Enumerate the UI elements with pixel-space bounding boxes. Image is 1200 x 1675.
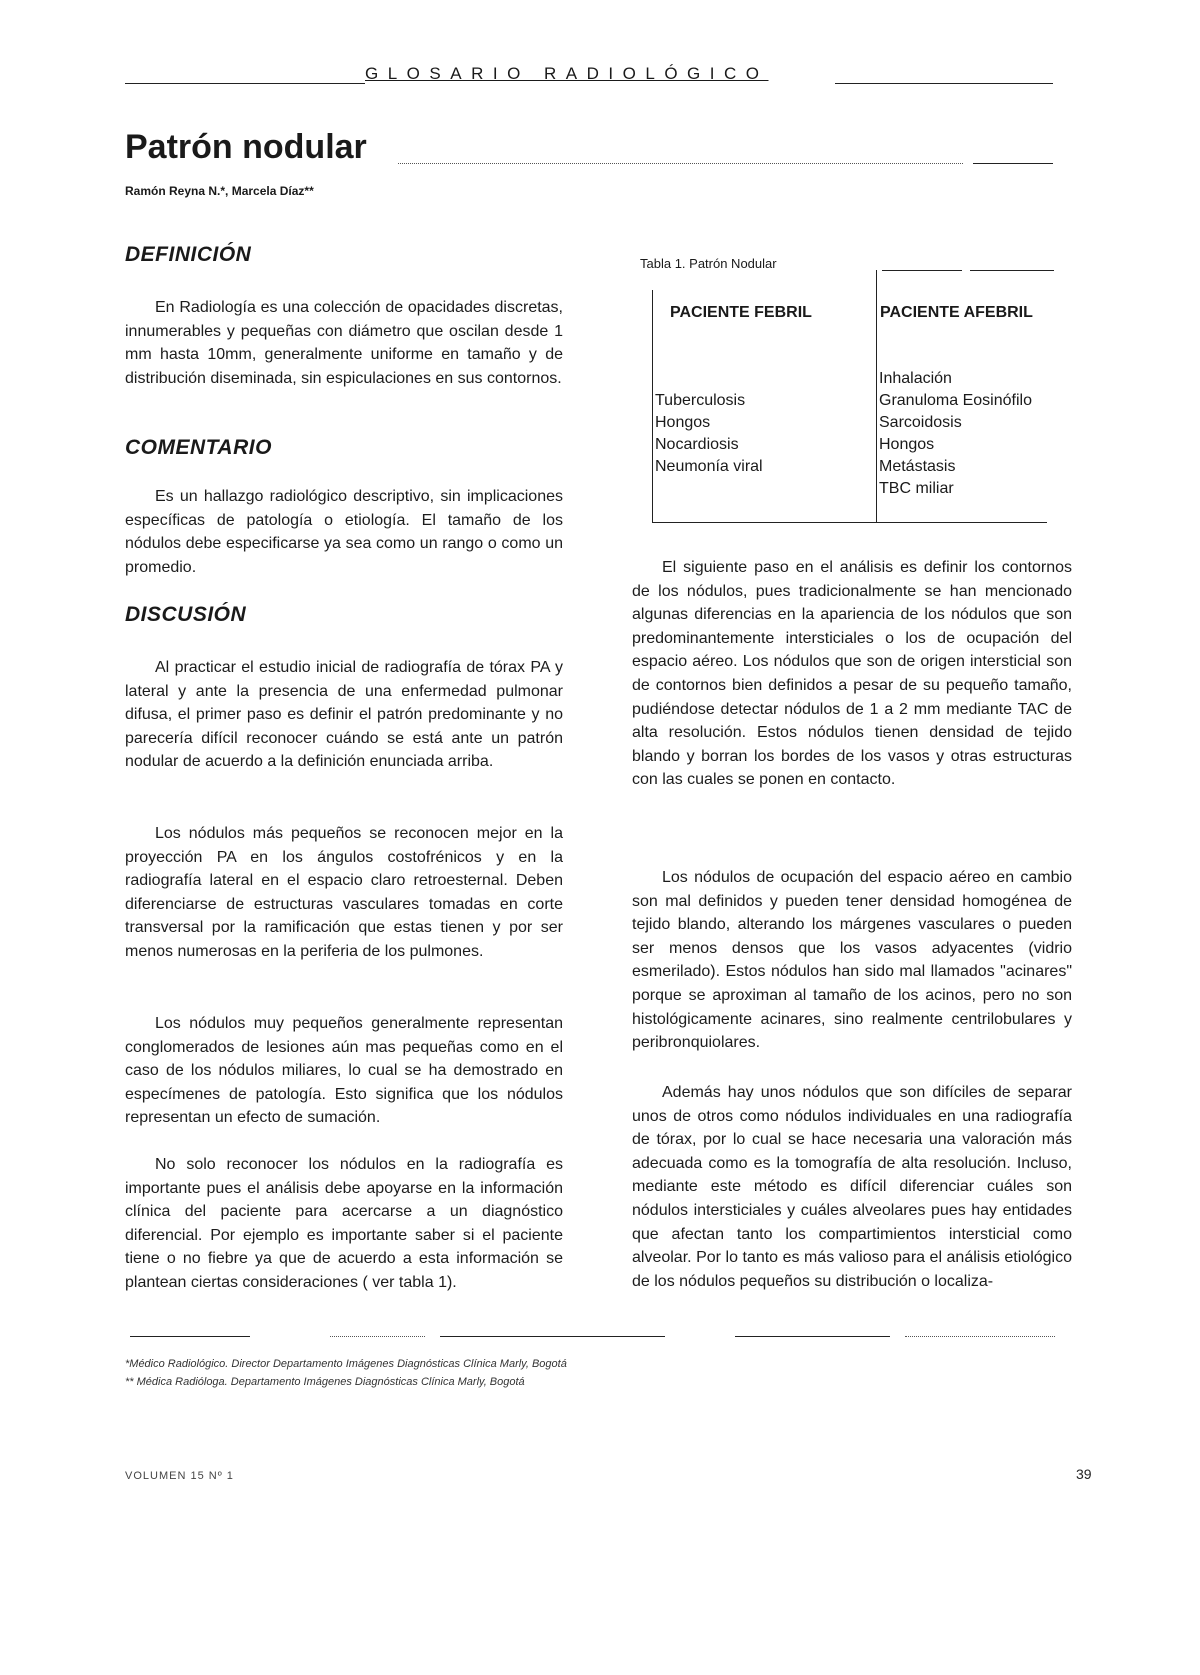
article-title: Patrón nodular: [125, 128, 367, 166]
paragraph-discusion-3: Los nódulos muy pequeños generalmente representan conglomerados de lesiones aún mas pequeñas como en el caso de los nódulos miliares, lo cual se ha demostrado en especímenes de patología. Esto significa que los nódulos representan un efecto de sumación.: [125, 1015, 563, 1127]
page-number: 39: [1076, 1466, 1092, 1482]
heading-definicion: DEFINICIÓN: [125, 243, 252, 266]
list-item: Neumonía viral: [655, 458, 763, 475]
heading-discusion: DISCUSIÓN: [125, 603, 247, 626]
list-item: Nocardiosis: [655, 436, 739, 453]
paragraph-right-2: Los nódulos de ocupación del espacio aéreo en cambio son mal definidos y pueden tener densidad homogénea de tejido blando, alterando los márgenes vasculares o pueden ser menos densos que los vasos adyacentes (vidrio esmerilado). Estos nódulos han sido mal llamados "acinares" porque se aproximan al tamaño de los acinos, pero no son histológicamente acinares, sino realmente centrilobulares y peribronquiolares.: [632, 869, 1072, 1052]
paragraph-right-3: Además hay unos nódulos que son difíciles de separar unos de otros como nódulos individuales en una radiografía de tórax, por lo cual se hace necesaria una valoración más adecuada como es la tomografía de alta resolución. Incluso, mediante este método es difícil diferenciar cuáles son nódulos intersticiales y cuáles alveolares pues hay entidades que afectan tanto los compartimientos intersticial como alveolar. Por lo tanto es más valioso para el análisis etiológico de los nódulos pequeños su distribución o localiza-: [632, 1084, 1072, 1290]
paragraph-discusion-4: No solo reconocer los nódulos en la radiografía es importante pues el análisis debe apoyarse en la información clínica del paciente para acercarse a un diagnóstico diferencial. Por ejemplo es importante saber si el paciente tiene o no fiebre ya que de acuerdo a esta información se plantean ciertas consideraciones ( ver tabla 1).: [125, 1156, 563, 1291]
table-top-rule-2: [970, 270, 1054, 271]
footnote-rule-3: [440, 1336, 665, 1337]
footnote-rule-1: [130, 1336, 250, 1337]
paragraph-definicion: En Radiología es una colección de opacidades discretas, innumerables y pequeñas con diámetro que oscilan desde 1 mm hasta 10mm, generalmente uniforme en tamaño y de distribución diseminada, sin espiculaciones en sus contornos.: [125, 299, 563, 387]
header-rule-right: [835, 83, 1053, 84]
list-item: Hongos: [655, 414, 711, 431]
title-rule: [398, 163, 963, 164]
table-bottom-rule: [652, 522, 1047, 523]
authors: Ramón Reyna N.*, Marcela Díaz**: [125, 184, 314, 198]
list-item: Metástasis: [879, 458, 956, 475]
footnote-2: ** Médica Radióloga. Departamento Imágenes Diagnósticas Clínica Marly, Bogotá: [125, 1376, 525, 1388]
table-header-febril: PACIENTE FEBRIL: [670, 304, 812, 321]
table-column-divider: [876, 270, 877, 522]
header-rule-left: [125, 83, 365, 84]
table-list-febril: [655, 390, 763, 478]
paragraph-discusion-1: Al practicar el estudio inicial de radiografía de tórax PA y lateral y ante la presencia de una enfermedad pulmonar difusa, el primer paso es definir el patrón predominante y no parecería difícil reconocer cuándo se está ante un patrón nodular de acuerdo a la definición enunciada arriba.: [125, 659, 563, 771]
table-caption: Tabla 1. Patrón Nodular: [640, 256, 777, 271]
list-item: Hongos: [879, 436, 935, 453]
footnote-1: *Médico Radiológico. Director Departamento Imágenes Diagnósticas Clínica Marly, Bogotá: [125, 1358, 567, 1370]
table-left-border: [652, 290, 653, 522]
list-item: Granuloma Eosinófilo: [879, 392, 1032, 409]
list-item: Tuberculosis: [655, 392, 746, 409]
paragraph-discusion-2: Los nódulos más pequeños se reconocen mejor en la proyección PA en los ángulos costofrénicos y en la radiografía lateral en el espacio claro retroesternal. Deben diferenciarse de estructuras vasculares tomadas en corte transversal por la ramificación que estas tienen y por ser menos numerosas en la periferia de los pulmones.: [125, 825, 563, 960]
footnote-rule-5: [905, 1336, 1055, 1337]
list-item: Inhalación: [879, 370, 952, 387]
paragraph-comentario: Es un hallazgo radiológico descriptivo, sin implicaciones específicas de patología o etiología. El tamaño de los nódulos debe especificarse ya sea como un rango o como un promedio.: [125, 488, 563, 576]
list-item: TBC miliar: [879, 480, 954, 497]
footnote-rule-4: [735, 1336, 890, 1337]
running-head: GLOSARIO RADIOLÓGICO: [365, 64, 769, 83]
table-list-afebril: [879, 368, 1032, 500]
paragraph-right-1: El siguiente paso en el análisis es definir los contornos de los nódulos, pues tradicionalmente se han mencionado algunas diferencias en la apariencia de los nódulos que son predominantemente intersticiales o los de ocupación del espacio aéreo. Los nódulos que son de origen intersticial son de contornos bien definidos a pesar de su pequeño tamaño, pudiéndose detectar nódulos de 1 a 2 mm mediante TAC de alta resolución. Estos nódulos tienen densidad de tejido blando y borran los bordes de los vasos y otras estructuras con las cuales se ponen en contacto.: [632, 559, 1072, 789]
volume-label: VOLUMEN 15 Nº 1: [125, 1470, 234, 1482]
list-item: Sarcoidosis: [879, 414, 962, 431]
table-nodular: [652, 270, 1054, 522]
table-top-rule-1: [882, 270, 962, 271]
heading-comentario: COMENTARIO: [125, 436, 272, 459]
title-rule-end: [973, 163, 1053, 164]
footnote-rule-2: [330, 1336, 425, 1337]
table-header-afebril: PACIENTE AFEBRIL: [880, 304, 1033, 321]
